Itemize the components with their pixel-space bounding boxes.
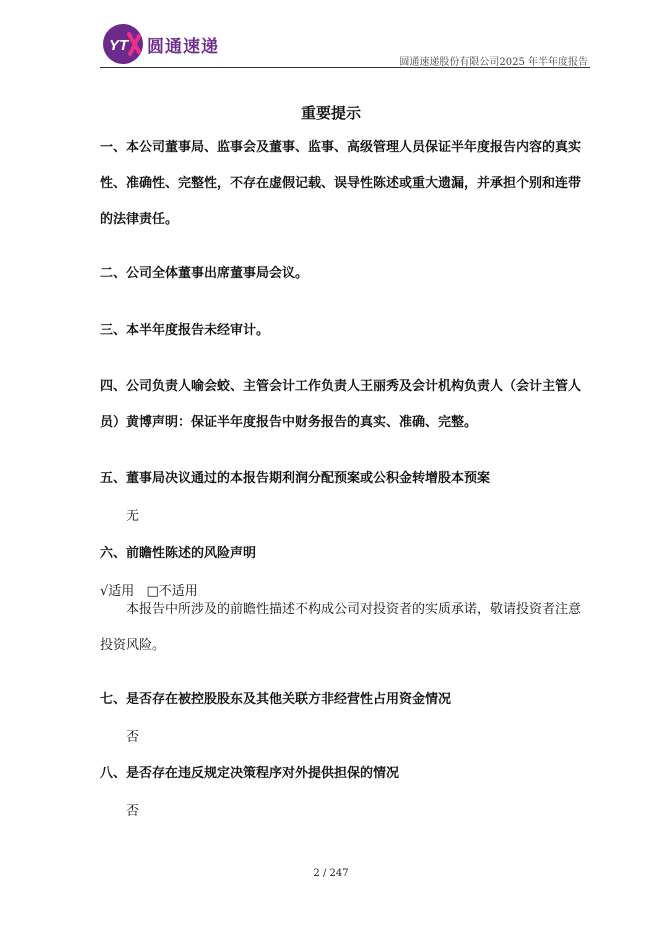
page-title: 重要提示 bbox=[300, 104, 361, 122]
section-7-answer: 否 bbox=[126, 730, 140, 745]
logo-text: 圆通速递 bbox=[147, 37, 219, 57]
section-5-heading: 五、董事局决议通过的本报告期利润分配预案或公积金转增股本预案 bbox=[100, 471, 491, 486]
section-5-answer: 无 bbox=[126, 509, 140, 524]
document-header-title: 圆通速递股份有限公司2025 年半年度报告 bbox=[399, 57, 588, 68]
section-3-text: 三、本半年度报告未经审计。 bbox=[100, 323, 270, 338]
section-6-heading: 六、前瞻性陈述的风险声明 bbox=[100, 546, 257, 561]
section-1-text: 一、本公司董事局、监事会及董事、监事、高级管理人员保证半年度报告内容的真实性、准确性、完整性，不存在虚假记载、误导性陈述或重大遗漏，并承担个别和连带的法律责任。 bbox=[100, 140, 582, 227]
section-4-text: 四、公司负责人喻会蛟、主管会计工作负责人王丽秀及会计机构负责人（会计主管人员）黄博声明：保证半年度报告中财务报告的真实、准确、完整。 bbox=[100, 379, 582, 430]
svg-text:YT: YT bbox=[109, 37, 129, 54]
section-7-heading: 七、是否存在被控股股东及其他关联方非经营性占用资金情况 bbox=[100, 692, 452, 707]
section-8-heading: 八、是否存在违反规定决策程序对外提供担保的情况 bbox=[100, 766, 400, 781]
yto-logo-icon bbox=[103, 24, 143, 64]
option-applicable-checked: √适用 bbox=[100, 584, 135, 599]
option-not-applicable: □不适用 bbox=[146, 584, 198, 599]
section-2-text: 二、公司全体董事出席董事局会议。 bbox=[100, 266, 309, 281]
section-8-answer: 否 bbox=[126, 804, 140, 819]
page-number: 2 / 247 bbox=[313, 868, 349, 879]
header-divider bbox=[100, 67, 590, 68]
section-6-text: 本报告中所涉及的前瞻性描述不构成公司对投资者的实质承诺，敬请投资者注意投资风险。 bbox=[100, 602, 582, 653]
